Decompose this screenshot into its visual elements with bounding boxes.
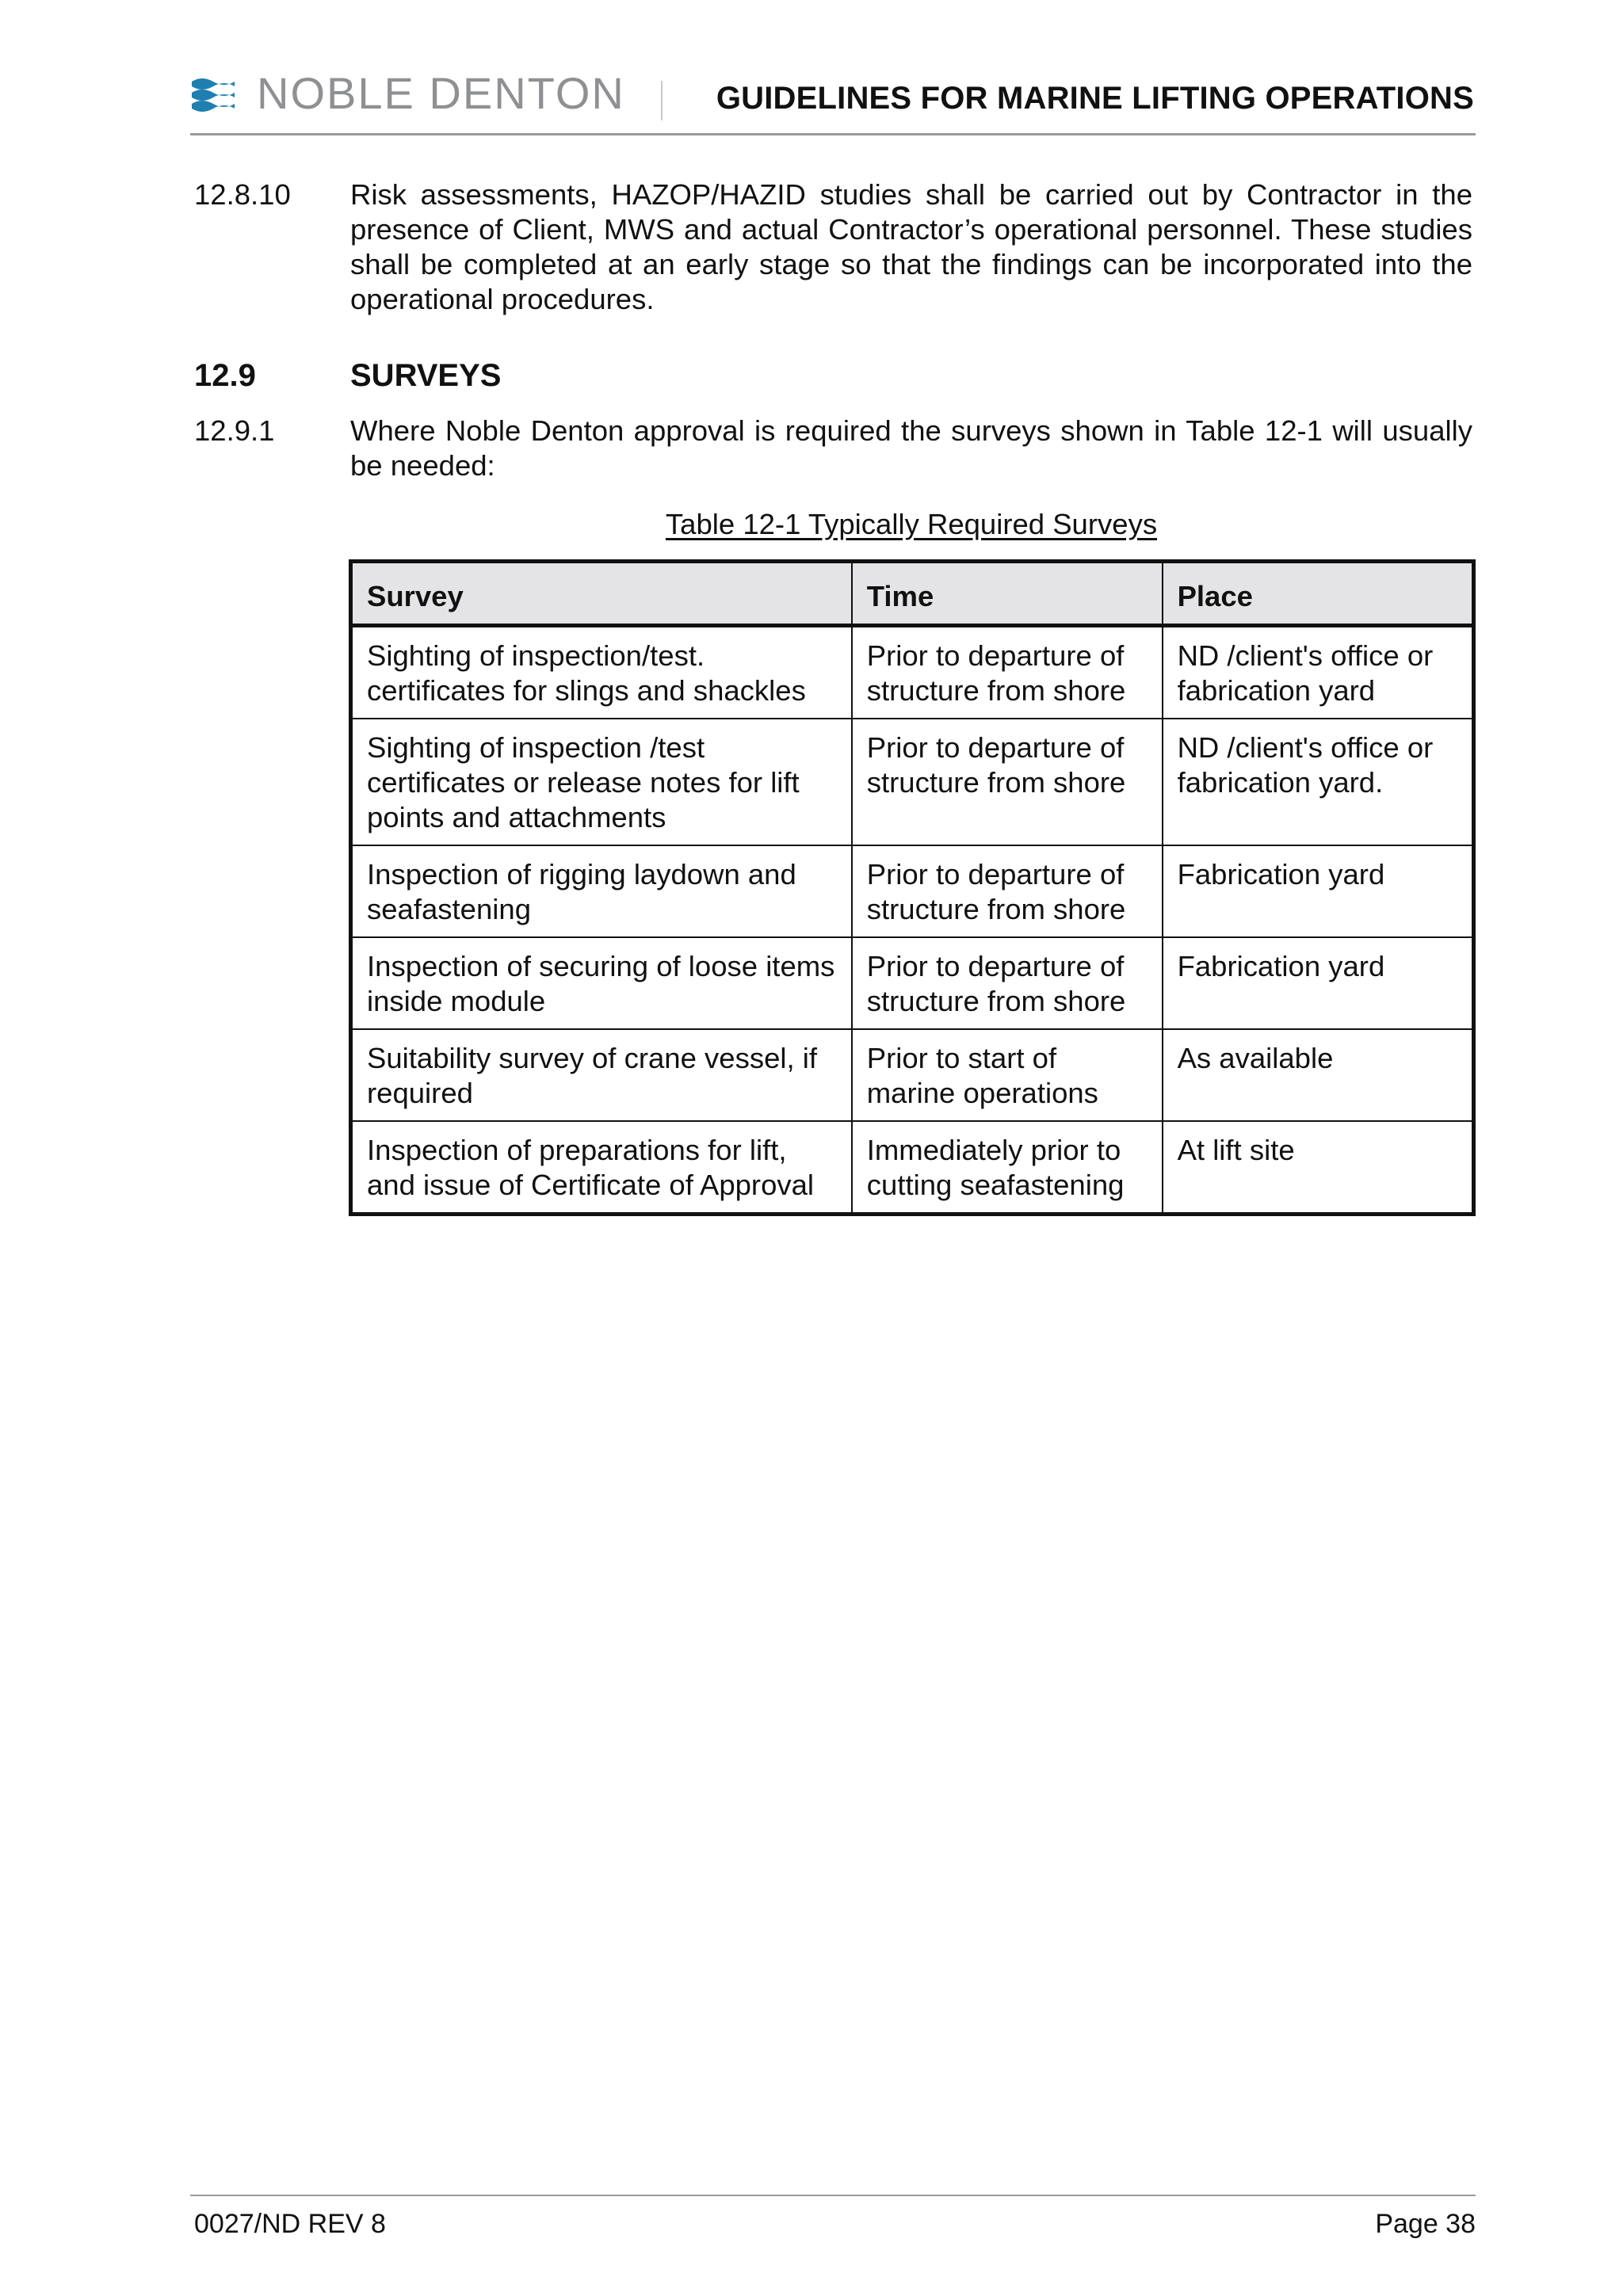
cell-survey: Inspection of rigging laydown and seafastening [351, 845, 852, 937]
cell-survey: Sighting of inspection /test certificates or release notes for lift points and attachments [351, 719, 852, 845]
paragraph-text: Risk assessments, HAZOP/HAZID studies shall be carried out by Contractor in the presence of Client, MWS and actual Contractor’s operational personnel. These studies shall be completed at an early stage so that the findings can be incorporated into the operational procedures. [350, 178, 1472, 315]
cell-place: As available [1163, 1029, 1474, 1121]
section-title: SURVEYS [350, 358, 502, 393]
table-row [351, 1121, 1474, 1215]
noble-denton-logo [190, 70, 625, 117]
cell-survey: Sighting of inspection/test. certificates for slings and shackles [351, 626, 852, 719]
cell-time: Prior to departure of structure from shore [852, 937, 1163, 1029]
column-header-place: Place [1163, 562, 1474, 626]
footer-page-number: Page 38 [1375, 2209, 1476, 2239]
table-caption [350, 507, 1472, 542]
cell-place: Fabrication yard [1163, 845, 1474, 937]
cell-time: Immediately prior to cutting seafastening [852, 1121, 1163, 1215]
cell-place: ND /client's office or fabrication yard [1163, 626, 1474, 719]
footer-rule [190, 2195, 1476, 2196]
cell-survey: Inspection of securing of loose items inside module [351, 937, 852, 1029]
column-header-time: Time [852, 562, 1163, 626]
paragraph-number: 12.9.1 [194, 414, 275, 447]
cell-time: Prior to departure of structure from shore [852, 719, 1163, 845]
cell-time: Prior to departure of structure from shore [852, 845, 1163, 937]
paragraph-number: 12.8.10 [194, 178, 291, 211]
surveys-table [349, 559, 1476, 1216]
waves-logo-icon [190, 75, 236, 112]
table-caption-text: Table 12-1 Typically Required Surveys [665, 508, 1158, 540]
cell-survey: Suitability survey of crane vessel, if required [351, 1029, 852, 1121]
cell-survey: Inspection of preparations for lift, and issue of Certificate of Approval [351, 1121, 852, 1215]
cell-place: ND /client's office or fabrication yard. [1163, 719, 1474, 845]
table-row [351, 1029, 1474, 1121]
cell-place: Fabrication yard [1163, 937, 1474, 1029]
cell-place: At lift site [1163, 1121, 1474, 1215]
table-row [351, 937, 1474, 1029]
logo-wordmark: NOBLE DENTON [257, 68, 625, 118]
cell-time: Prior to start of marine operations [852, 1029, 1163, 1121]
column-header-survey: Survey [351, 562, 852, 626]
cell-time: Prior to departure of structure from shore [852, 626, 1163, 719]
table-row [351, 719, 1474, 845]
document-title: GUIDELINES FOR MARINE LIFTING OPERATIONS [716, 81, 1474, 116]
paragraph-text: Where Noble Denton approval is required the surveys shown in Table 12-1 will usually be needed: [350, 414, 1472, 482]
header-rule [190, 133, 1476, 135]
table-row [351, 626, 1474, 719]
section-number: 12.9 [194, 358, 256, 393]
footer-doc-ref: 0027/ND REV 8 [194, 2209, 386, 2239]
header-divider [661, 81, 663, 120]
page-header [190, 63, 1474, 136]
table-row [351, 845, 1474, 937]
table-header-row [351, 562, 1474, 626]
